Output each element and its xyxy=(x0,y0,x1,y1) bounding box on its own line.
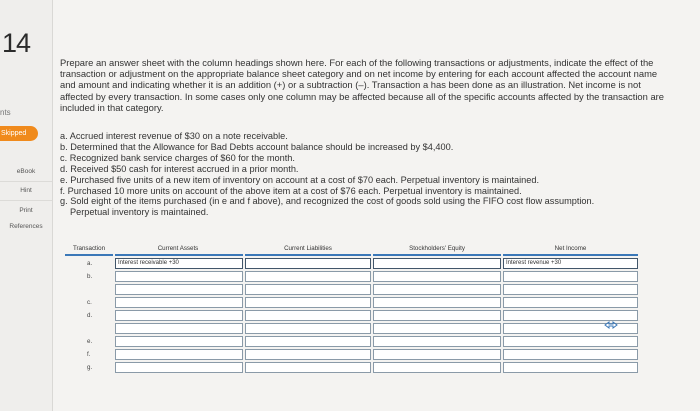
header-underline xyxy=(503,254,638,256)
current-assets-cell[interactable] xyxy=(115,271,243,282)
transaction-d: d. Received $50 cash for interest accrued in a prior month. xyxy=(60,163,299,174)
header-transaction: Transaction xyxy=(72,245,106,252)
stockholders-equity-cell[interactable] xyxy=(373,258,501,269)
table-row xyxy=(65,335,640,348)
stockholders-equity-cell[interactable] xyxy=(373,284,501,295)
current-assets-cell[interactable] xyxy=(115,284,243,295)
current-liabilities-cell[interactable] xyxy=(245,310,371,321)
header-underline xyxy=(65,254,113,256)
current-assets-cell[interactable] xyxy=(115,297,243,308)
table-row xyxy=(65,257,640,270)
row-letter: f. xyxy=(87,351,91,358)
row-letter: a. xyxy=(87,260,93,267)
table-row xyxy=(65,348,640,361)
row-letter: e. xyxy=(87,338,93,345)
row-letter: d. xyxy=(87,312,93,319)
stockholders-equity-cell[interactable] xyxy=(373,362,501,373)
current-liabilities-cell[interactable] xyxy=(245,336,371,347)
question-instructions: Prepare an answer sheet with the column headings shown here. For each of the following transactions or adjustments, indicate the effect of the transaction or adjustment on the appropriate balance sheet category and on net income by entering for each account affected the account name and amount and indicating whether it is an addition (+) or a subtraction (–). Transaction a has been done as an illustration. Net income is not affected by every transaction. In some cases only one column may be affected because all of the specific accounts affected by the transaction are included in that category. xyxy=(60,57,664,113)
question-sidebar xyxy=(0,0,53,411)
sidebar-divider xyxy=(0,200,52,201)
header-current-assets: Current Assets xyxy=(157,245,199,252)
current-liabilities-cell[interactable] xyxy=(245,362,371,373)
net-income-cell[interactable] xyxy=(503,297,638,308)
skipped-status-badge: Skipped xyxy=(0,126,38,141)
row-letter: g. xyxy=(87,364,93,371)
current-assets-cell[interactable] xyxy=(115,336,243,347)
transaction-list xyxy=(60,131,660,218)
references-link[interactable]: References xyxy=(9,223,43,230)
transaction-g: g. Sold eight of the items purchased (in e and f above), and recognized the cost of goods sold using the FIFO cost flow assumption. xyxy=(60,196,595,207)
current-liabilities-cell[interactable] xyxy=(245,297,371,308)
header-underline xyxy=(245,254,371,256)
table-header xyxy=(65,243,640,255)
cursor-icon xyxy=(604,320,618,332)
stockholders-equity-cell[interactable] xyxy=(373,310,501,321)
stockholders-equity-cell[interactable] xyxy=(373,336,501,347)
ebook-link[interactable]: eBook xyxy=(16,168,36,175)
table-row xyxy=(65,322,640,335)
table-row xyxy=(65,309,640,322)
answer-sheet-table xyxy=(65,243,640,373)
table-row xyxy=(65,283,640,296)
question-number: 14 xyxy=(2,28,31,58)
stockholders-equity-cell[interactable] xyxy=(373,349,501,360)
current-assets-cell[interactable]: Interest receivable +30 xyxy=(115,258,243,269)
net-income-cell[interactable] xyxy=(503,336,638,347)
print-link[interactable]: Print xyxy=(19,207,33,214)
row-letter: b. xyxy=(87,273,93,280)
transaction-e: e. Purchased five units of a new item of inventory on account at a cost of $70 each. Perpetual inventory is maintained. xyxy=(60,174,540,185)
current-assets-cell[interactable] xyxy=(115,323,243,334)
current-liabilities-cell[interactable] xyxy=(245,271,371,282)
stockholders-equity-cell[interactable] xyxy=(373,323,501,334)
header-underline xyxy=(115,254,243,256)
net-income-cell[interactable] xyxy=(503,271,638,282)
points-label: nts xyxy=(0,108,11,117)
header-stockholders-equity: Stockholders' Equity xyxy=(409,245,465,252)
table-row xyxy=(65,361,640,374)
net-income-cell[interactable] xyxy=(503,284,638,295)
stockholders-equity-cell[interactable] xyxy=(373,271,501,282)
current-assets-cell[interactable] xyxy=(115,362,243,373)
current-liabilities-cell[interactable] xyxy=(245,284,371,295)
current-liabilities-cell[interactable] xyxy=(245,258,371,269)
row-letter: c. xyxy=(87,299,92,306)
transaction-b: b. Determined that the Allowance for Bad Debts account balance should be increased by $4,400. xyxy=(60,141,454,152)
stockholders-equity-cell[interactable] xyxy=(373,297,501,308)
header-net-income: Net Income xyxy=(554,245,587,252)
table-row xyxy=(65,270,640,283)
table-row xyxy=(65,296,640,309)
net-income-cell[interactable] xyxy=(503,349,638,360)
current-liabilities-cell[interactable] xyxy=(245,349,371,360)
transaction-c: c. Recognized bank service charges of $60 for the month. xyxy=(60,152,295,163)
transaction-g-continued: Perpetual inventory is maintained. xyxy=(70,207,209,218)
current-liabilities-cell[interactable] xyxy=(245,323,371,334)
transaction-a: a. Accrued interest revenue of $30 on a note receivable. xyxy=(60,131,288,141)
header-current-liabilities: Current Liabilities xyxy=(284,245,332,252)
net-income-cell[interactable]: Interest revenue +30 xyxy=(503,258,638,269)
current-assets-cell[interactable] xyxy=(115,310,243,321)
sidebar-divider xyxy=(0,181,52,182)
header-underline xyxy=(373,254,501,256)
hint-link[interactable]: Hint xyxy=(20,187,32,194)
transaction-f: f. Purchased 10 more units on account of the above item at a cost of $76 each. Perpetual inventory is maintained. xyxy=(60,185,522,196)
net-income-cell[interactable] xyxy=(503,362,638,373)
current-assets-cell[interactable] xyxy=(115,349,243,360)
